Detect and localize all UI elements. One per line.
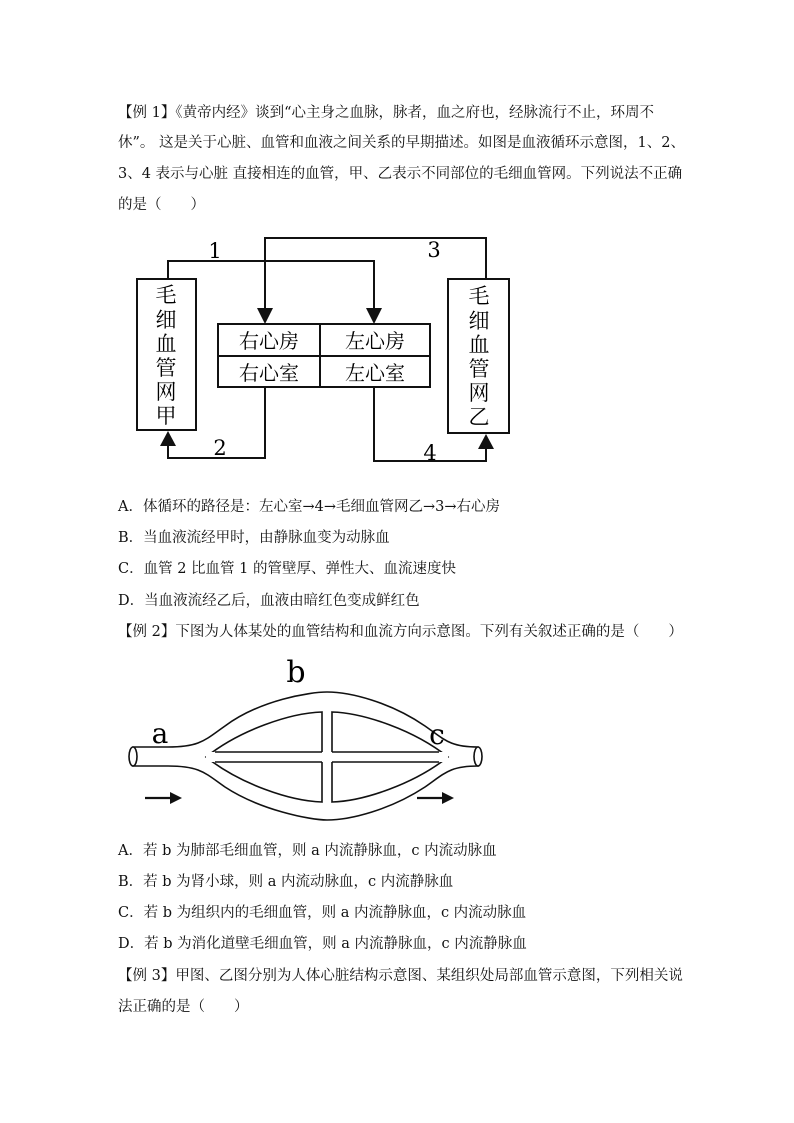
q2-stem: 【例 2】下图为人体某处的血管结构和血流方向示意图。下列有关叙述正确的是（ ）: [118, 624, 683, 640]
q1-option-a: A．体循环的路径是：左心室→4→毛细血管网乙→3→右心房: [118, 499, 501, 515]
q2-option-c: C．若 b 为组织内的毛细血管，则 a 内流静脉血，c 内流动脉血: [118, 905, 527, 921]
box-jia-char-6: 甲: [155, 404, 177, 428]
flow-arrow-right: [417, 792, 454, 804]
q1-stem-line-1: 【例 1】《黄帝内经》谈到“心主身之血脉，脉者，血之府也，经脉流行不止，环周不: [118, 105, 654, 121]
tube-end-left: [129, 747, 137, 766]
q1-option-d: D．当血液流经乙后，血液由暗红色变成鲜红色: [118, 593, 420, 609]
box-jia-char-2: 细: [155, 308, 177, 332]
box-jia-char-3: 血: [155, 332, 177, 356]
flow-arrow-left: [145, 792, 182, 804]
q2-option-a: A．若 b 为肺部毛细血管，则 a 内流静脉血，c 内流动脉血: [118, 843, 497, 859]
q1-option-b: B．当血液流经甲时，由静脉血变为动脉血: [118, 530, 390, 546]
left-ventricle-label: 左心室: [345, 361, 405, 385]
vessel-diagram: [0, 640, 794, 830]
label-b: b: [286, 655, 306, 690]
box-yi-char-2: 细: [468, 309, 490, 333]
box-yi-char-6: 乙: [468, 405, 490, 429]
arrow-into-capillary-jia: [160, 431, 176, 446]
left-atrium-label: 左心房: [345, 329, 405, 353]
q3-stem-line-1: 【例 3】甲图、乙图分别为人体心脏结构示意图、某组织处局部血管示意图，下列相关说: [118, 968, 683, 984]
label-a: a: [151, 717, 169, 750]
q1-option-c: C．血管 2 比血管 1 的管壁厚、弹性大、血流速度快: [118, 561, 456, 577]
q1-stem-line-4: 的是（ ）: [118, 197, 205, 213]
vessel-label-1: 1: [208, 239, 222, 263]
vessel-label-4: 4: [423, 441, 437, 465]
arrow-into-capillary-yi: [478, 434, 494, 449]
box-jia-char-1: 毛: [155, 283, 177, 307]
box-yi-char-5: 网: [468, 381, 490, 405]
box-yi-char-1: 毛: [468, 284, 490, 308]
q1-stem-line-2: 休”。 这是关于心脏、血管和血液之间关系的早期描述。如图是血液循环示意图，1、2、: [118, 135, 685, 151]
vessel-label-3: 3: [427, 238, 441, 262]
box-jia-char-4: 管: [155, 356, 177, 380]
box-jia-char-5: 网: [155, 380, 177, 404]
vessel-1: [168, 261, 374, 310]
box-yi-char-3: 血: [468, 333, 490, 357]
q2-option-d: D．若 b 为消化道壁毛细血管，则 a 内流静脉血，c 内流静脉血: [118, 936, 527, 952]
vessel-label-2: 2: [213, 436, 227, 460]
right-atrium-label: 右心房: [239, 329, 299, 353]
right-ventricle-label: 右心室: [239, 361, 299, 385]
arrow-into-right-atrium: [257, 308, 273, 324]
tube-end-right: [474, 747, 482, 766]
vessel-3: [265, 238, 486, 310]
label-c: c: [429, 718, 445, 751]
box-yi-char-4: 管: [468, 357, 490, 381]
q3-stem-line-2: 法正确的是（ ）: [118, 999, 249, 1015]
q2-option-b: B．若 b 为肾小球，则 a 内流动脉血，c 内流静脉血: [118, 874, 454, 890]
arrow-into-left-atrium: [366, 308, 382, 324]
circulation-diagram: [0, 0, 794, 470]
q1-stem-line-3: 3、4 表示与心脏 直接相连的血管，甲、乙表示不同部位的毛细血管网。下列说法不正确: [118, 166, 683, 182]
